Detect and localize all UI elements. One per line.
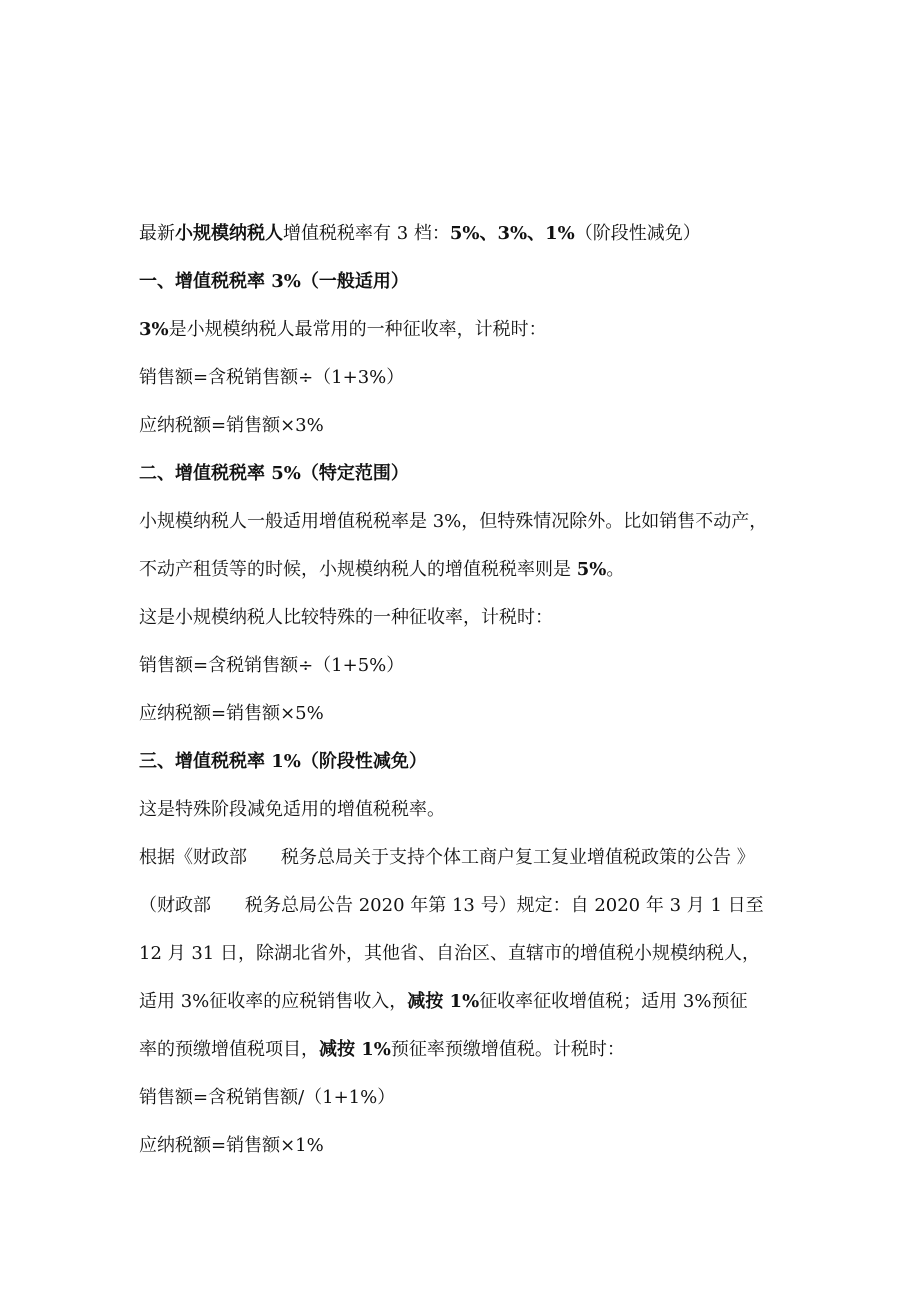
section-2-paragraph-2-text: 不动产租赁等的时候，小规模纳税人的增值税税率则是 [139,559,577,580]
section-1-description [139,318,799,342]
section-1-formula-tax: 应纳税额=销售额×3% [139,415,324,436]
intro-line [139,222,799,246]
section-3-basis-line [139,846,799,870]
section-3-basis-b: 税务总局关于支持个体工商户复工复业增值税政策的公告 》 [281,847,755,868]
section-3-line-4-bold: 减按 1% [407,991,480,1012]
section-2-paragraph-3: 这是小规模纳税人比较特殊的一种征收率，计税时： [139,607,553,628]
section-3-line-3: 12 月 31 日，除湖北省外，其他省、自治区、直辖市的增值税小规模纳税人， [139,943,760,964]
section-3-heading: 三、增值税税率 1%（阶段性减免） [139,751,427,772]
section-3-paragraph-1: 这是特殊阶段减免适用的增值税税率。 [139,799,445,820]
intro-text-2: 增值税税率有 3 档： [283,223,450,244]
section-2-paragraph-1: 小规模纳税人一般适用增值税税率是 3%，但特殊情况除外。比如销售不动产， [139,511,768,532]
section-2-formula-tax: 应纳税额=销售额×5% [139,703,324,724]
section-2-heading: 二、增值税税率 5%（特定范围） [139,463,409,484]
section-1-heading: 一、增值税税率 3%（一般适用） [139,271,409,292]
section-2-formula-sales: 销售额=含税销售额÷（1+5%） [139,655,405,676]
section-3-basis-a: 根据《财政部 [139,847,247,868]
section-1-description-text: 是小规模纳税人最常用的一种征收率，计税时： [168,319,547,340]
section-3-formula-sales: 销售额=含税销售额/（1+1%） [139,1087,396,1108]
section-3-formula-tax: 应纳税额=销售额×1% [139,1135,324,1156]
section-3-line-5-c: 预征率预缴增值税。计税时： [390,1039,625,1060]
section-3-line-5-a: 率的预缴增值税项目， [139,1039,319,1060]
section-3-line-4 [139,990,799,1014]
section-3-document-a: （财政部 [139,895,211,916]
section-1-rate: 3% [139,319,169,340]
section-3-line-5-bold: 减按 1% [319,1039,391,1060]
section-2-rate: 5% [576,559,607,580]
intro-text-1: 最新 [139,223,175,244]
intro-keyword: 小规模纳税人 [175,223,283,244]
section-2-paragraph-2 [139,558,799,582]
intro-text-3: （阶段性减免） [574,223,701,244]
section-3-document-b: 税务总局公告 2020 年第 13 号）规定：自 2020 年 3 月 1 日至 [245,895,764,916]
section-2-paragraph-2-end: 。 [606,559,625,580]
section-1-formula-sales: 销售额=含税销售额÷（1+3%） [139,367,405,388]
section-3-line-5 [139,1038,799,1062]
intro-rates: 5%、3%、1% [449,223,575,244]
section-3-line-4-a: 适用 3%征收率的应税销售收入， [139,991,408,1012]
section-3-document-line [139,894,799,918]
section-3-line-4-c: 征收率征收增值税；适用 3%预征 [479,991,748,1012]
